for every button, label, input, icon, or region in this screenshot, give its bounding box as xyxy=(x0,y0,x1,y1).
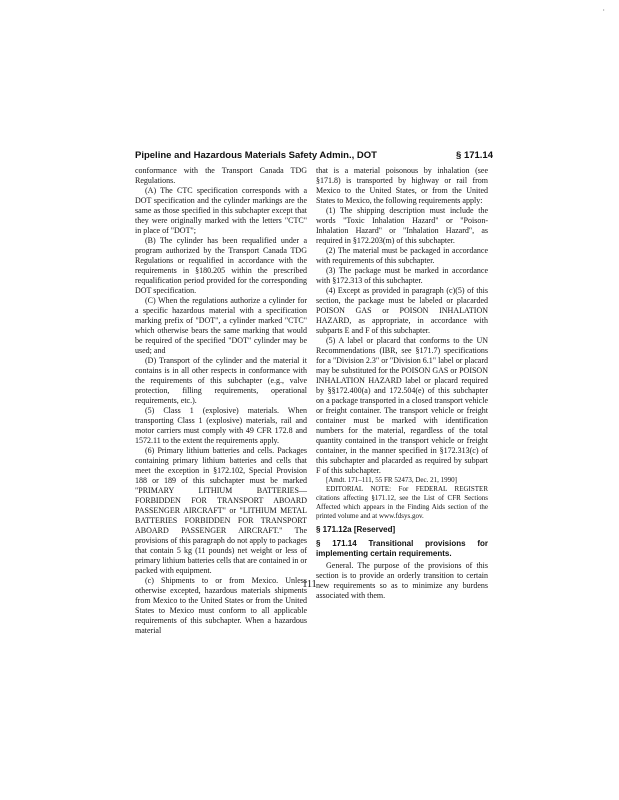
paragraph: conformance with the Transport Canada TDG Regulations. xyxy=(135,166,307,185)
header-agency: Pipeline and Hazardous Materials Safety Admin., DOT xyxy=(135,150,377,161)
paragraph: (C) When the regulations authorize a cylinder for a specific hazardous material with a specification marking prefix of "DOT", a cylinder marked "CTC" which otherwise bears the same marking that would be required of the specified "DOT" cylinder may be used; and xyxy=(135,296,307,355)
paragraph: (D) Transport of the cylinder and the material it contains is in all other respects in conformance with the requirements of this subchapter (e.g., valve protection, filling requirements, operational requirements, etc.). xyxy=(135,356,307,405)
paragraph: (2) The material must be packaged in accordance with requirements of this subchapter. xyxy=(316,246,488,265)
paragraph: that is a material poisonous by inhalation (see §171.8) is transported by highway or rail from Mexico to the United States, or from the United States to Mexico, the following requirements apply: xyxy=(316,166,488,205)
paragraph: (6) Primary lithium batteries and cells. Packages containing primary lithium batteries and cells that meet the exception in §172.102, Special Provision 188 or 189 of this subchapter must be marked "PRIMARY LITHIUM BATTERIES—FORBIDDEN FOR TRANSPORT ABOARD PASSENGER AIRCRAFT" or "LITHIUM METAL BATTERIES FORBIDDEN FOR TRANSPORT ABOARD PASSENGER AIRCRAFT." The provisions of this paragraph do not apply to packages that contain 5 kg (11 pounds) net weight or less of primary lithium batteries cells that are contained in or packed with equipment. xyxy=(135,446,307,575)
paragraph: (4) Except as provided in paragraph (c)(5) of this section, the package must be labeled or placarded POISON GAS or POISON INHALATION HAZARD, as appropriate, in accordance with subparts E and F of this subchapter. xyxy=(316,286,488,335)
paragraph: (3) The package must be marked in accordance with §172.313 of this subchapter. xyxy=(316,266,488,285)
paragraph: (A) The CTC specification corresponds with a DOT specification and the cylinder markings are the same as those specified in this subchapter except that they were originally marked with the letters "CTC" in place of "DOT"; xyxy=(135,186,307,235)
paragraph: (5) Class 1 (explosive) materials. When transporting Class 1 (explosive) materials, rail and motor carriers must comply with 49 CFR 172.8 and 1572.11 to the extent the requirements apply. xyxy=(135,406,307,445)
section-heading-171-12a: § 171.12a [Reserved] xyxy=(316,525,396,534)
paragraph: (1) The shipping description must include the words "Toxic Inhalation Hazard" or "Poison-Inhalation Hazard" or "Inhalation Hazard", as required in §172.203(m) of this subchapter. xyxy=(316,206,488,245)
page-number: 111 xyxy=(302,579,317,590)
editorial-note: EDITORIAL NOTE: For FEDERAL REGISTER citations affecting §171.12, see the List of CFR Sections Affected which appears in the Finding Aids section of the printed volume and at www.fdsys.gov. xyxy=(316,485,488,520)
paragraph: (B) The cylinder has been requalified under a program authorized by the Transport Canada TDG Regulations or requalified in accordance with the requirements in §180.205 within the prescribed requalification period provided for the corresponding DOT specification. xyxy=(135,236,307,295)
paragraph: General. The purpose of the provisions of this section is to provide an orderly transition to certain new requirements so as to minimize any burdens associated with them. xyxy=(316,561,488,600)
left-column xyxy=(135,166,307,635)
header-section: § 171.14 xyxy=(456,150,493,161)
running-header xyxy=(135,150,493,164)
paragraph: (c) Shipments to or from Mexico. Unless otherwise excepted, hazardous materials shipments from Mexico to the United States or from the United States to Mexico must conform to all applicable requirements of this subchapter. When a hazardous material xyxy=(135,576,307,635)
amendment-note: [Amdt. 171–111, 55 FR 52473, Dec. 21, 1990] xyxy=(326,476,457,484)
paragraph: (5) A label or placard that conforms to the UN Recommendations (IBR, see §171.7) specifications for a "Division 2.3" or "Division 6.1" label or placard may be substituted for the POISON GAS or POISON INHALATION HAZARD label or placard required by §§172.400(a) and 172.504(e) of this subchapter on a package transported in a closed transport vehicle or freight container. The transport vehicle or freight container must be marked with identification numbers for the material, regardless of the total quantity contained in the transport vehicle or freight container, in the manner specified in §172.313(c) of this subchapter and placarded as required by subpart F of this subchapter. xyxy=(316,336,488,475)
right-column xyxy=(316,166,488,600)
scan-mark: · xyxy=(602,6,605,15)
section-heading-171-14: § 171.14 Transitional provisions for implementing certain requirements. xyxy=(316,539,488,558)
